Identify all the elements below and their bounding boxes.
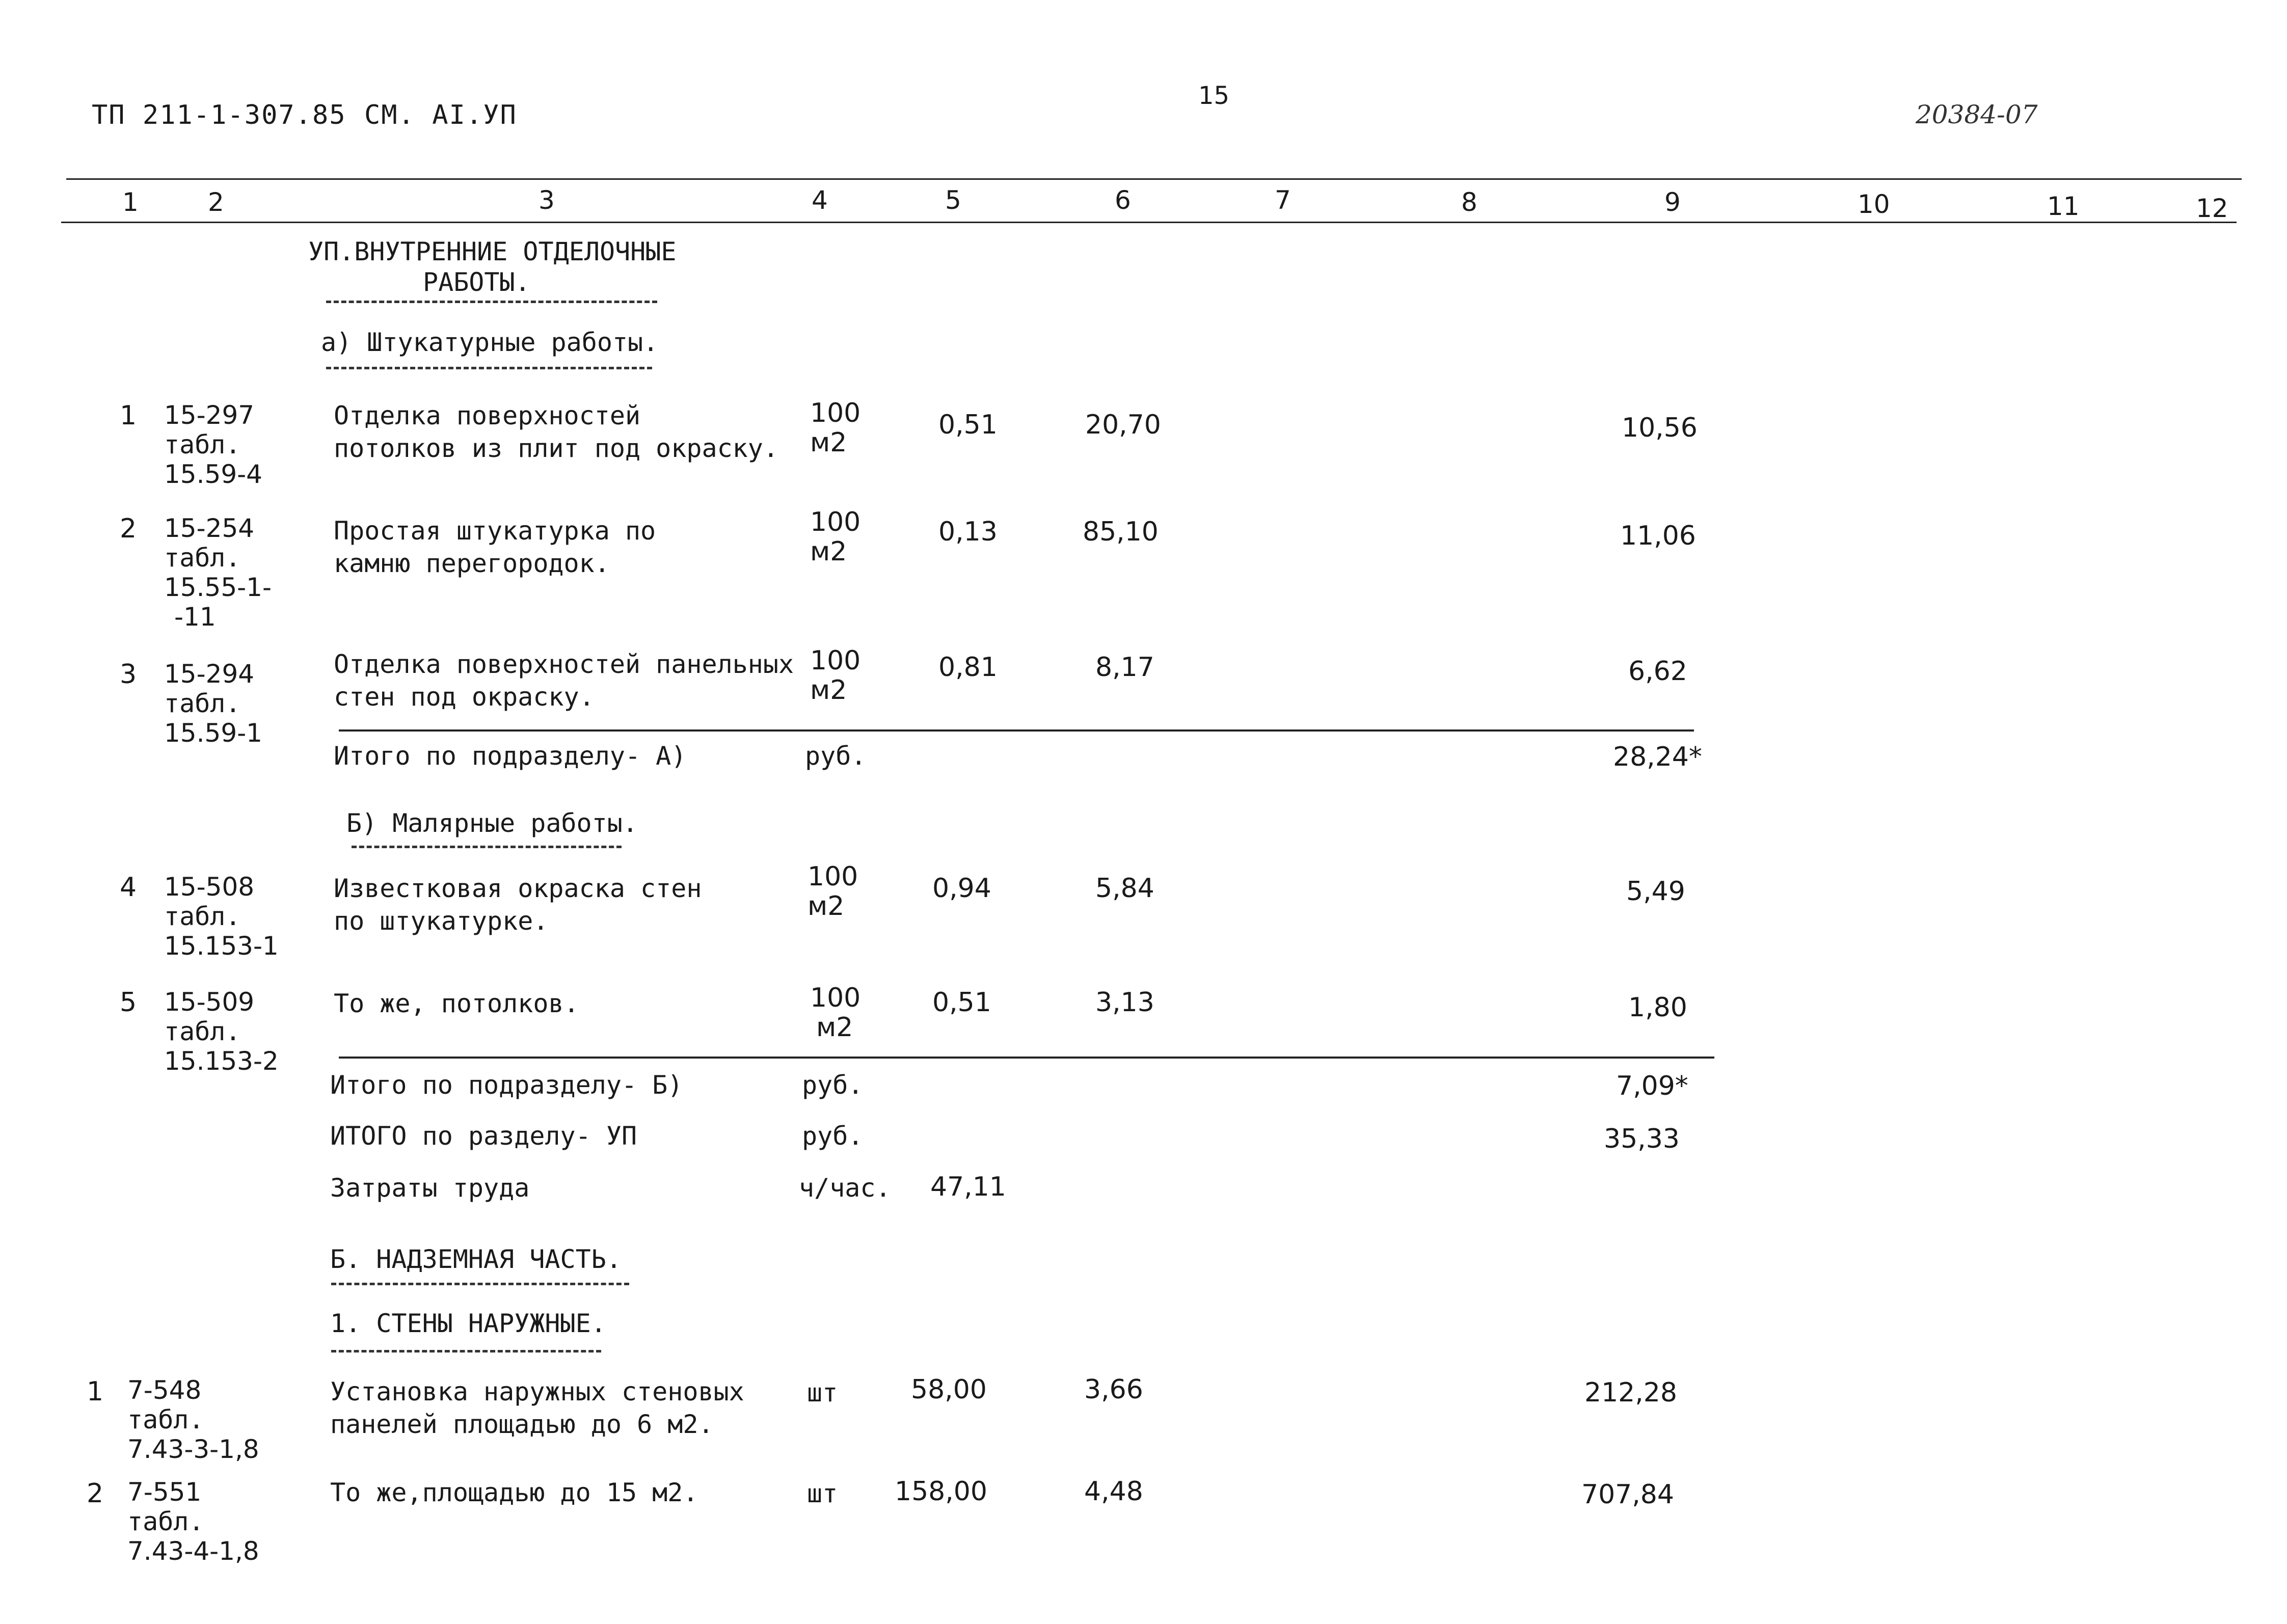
section-total: 35,33 [1604, 1124, 1680, 1154]
quantity: 0,81 [938, 652, 998, 683]
subsection-underline [352, 846, 622, 848]
column-number: 6 [1115, 185, 1131, 215]
column-number: 12 [2196, 194, 2228, 223]
norm-code: 7-548 табл. 7.43-3-1,8 [127, 1375, 259, 1464]
quantity: 0,94 [932, 873, 991, 904]
subtotal-total: 28,24* [1613, 742, 1702, 772]
norm-code: 15-294 табл. 15.59-1 [164, 659, 262, 748]
labor-label: Затраты труда [330, 1173, 530, 1203]
row-number: 1 [120, 400, 137, 431]
total: 6,62 [1628, 656, 1687, 687]
document-number: 20384-07 [1916, 100, 2038, 129]
section-total-unit: руб. [802, 1121, 864, 1151]
work-description: Известковая окраска стен по штукатурке. [334, 874, 702, 936]
unit-price: 8,17 [1095, 652, 1154, 683]
section-total-label: ИТОГО по разделу- УП [330, 1121, 637, 1151]
row-number: 2 [120, 513, 137, 544]
subtotal-rule [339, 1057, 1714, 1059]
column-number: 11 [2047, 192, 2080, 221]
total: 5,49 [1626, 876, 1685, 907]
unit-price: 5,84 [1095, 873, 1154, 904]
column-number: 2 [208, 187, 224, 217]
subtotal-total: 7,09* [1616, 1071, 1688, 1101]
norm-code: 15-254 табл. 15.55-1- -11 [164, 513, 272, 632]
subsection-title: Б) Малярные работы. [346, 808, 638, 838]
header-bottom-rule [61, 222, 2237, 223]
labor-unit: ч/час. [799, 1173, 891, 1203]
unit: 100 м2 [810, 983, 861, 1043]
norm-code: 15-508 табл. 15.153-1 [164, 872, 279, 961]
unit-price: 85,10 [1083, 517, 1159, 547]
unit: шт [807, 1479, 838, 1508]
row-number: 5 [120, 987, 137, 1018]
column-number: 4 [812, 185, 828, 215]
page-number: 15 [1198, 82, 1230, 110]
total: 11,06 [1620, 521, 1696, 551]
part-subtitle: 1. СТЕНЫ НАРУЖНЫЕ. [330, 1309, 606, 1338]
quantity: 158,00 [895, 1476, 987, 1507]
column-number: 5 [945, 185, 961, 215]
unit: 100 м2 [808, 861, 858, 922]
work-description: Отделка поверхностей потолков из плит под окраску. [334, 401, 778, 463]
subtotal-unit: руб. [805, 741, 867, 771]
album-reference: СМ. АI.УП [364, 100, 517, 130]
column-number: 3 [539, 185, 555, 215]
unit-price: 3,13 [1095, 987, 1154, 1018]
column-number: 10 [1858, 190, 1890, 219]
unit: 100 м2 [810, 645, 861, 706]
column-number: 8 [1461, 187, 1477, 217]
unit: 100 м2 [810, 507, 861, 567]
subtotal-rule [339, 729, 1694, 732]
unit: 100 м2 [810, 398, 861, 458]
work-description: Установка наружных стеновых панелей площадью до 6 м2. [330, 1377, 744, 1439]
work-description: Простая штукатурка по камню перегородок. [334, 516, 656, 578]
quantity: 0,51 [932, 987, 991, 1018]
column-number: 1 [122, 187, 139, 217]
norm-code: 15-297 табл. 15.59-4 [164, 400, 262, 489]
header-top-rule [66, 178, 2242, 180]
unit-price: 4,48 [1084, 1476, 1143, 1507]
part-sub-underline [331, 1350, 601, 1352]
norm-code: 15-509 табл. 15.153-2 [164, 987, 279, 1076]
norm-code: 7-551 табл. 7.43-4-1,8 [127, 1477, 259, 1566]
column-number: 9 [1664, 187, 1681, 217]
row-number: 4 [120, 872, 137, 903]
unit: шт [807, 1378, 838, 1408]
work-description: Отделка поверхностей панельных стен под окраску. [334, 649, 794, 712]
quantity: 58,00 [911, 1374, 987, 1405]
part-title: Б. НАДЗЕМНАЯ ЧАСТЬ. [330, 1244, 622, 1274]
subtotal-unit: руб. [802, 1070, 864, 1100]
unit-price: 20,70 [1085, 410, 1161, 440]
total: 707,84 [1581, 1479, 1674, 1510]
total: 212,28 [1584, 1377, 1677, 1408]
subtotal-label: Итого по подразделу- А) [334, 741, 687, 771]
subsection-underline [326, 367, 652, 369]
section-title-line: РАБОТЫ. [423, 267, 530, 297]
document-code: ТП 211-1-307.85 [92, 100, 346, 130]
row-number: 2 [87, 1478, 104, 1509]
row-number: 3 [120, 659, 137, 690]
row-number: 1 [87, 1376, 104, 1407]
section-title-line: УП.ВНУТРЕННИЕ ОТДЕЛОЧНЫЕ [308, 237, 677, 266]
unit-price: 3,66 [1084, 1374, 1143, 1405]
quantity: 0,13 [938, 517, 998, 547]
total: 10,56 [1622, 413, 1698, 443]
column-number: 7 [1275, 185, 1291, 215]
work-description: То же,площадью до 15 м2. [330, 1478, 698, 1507]
section-underline [326, 301, 657, 303]
subsection-title: а) Штукатурные работы. [321, 328, 659, 357]
part-underline [331, 1283, 629, 1285]
subtotal-label: Итого по подразделу- Б) [330, 1070, 683, 1100]
quantity: 0,51 [938, 410, 998, 440]
labor-quantity: 47,11 [930, 1172, 1006, 1202]
work-description: То же, потолков. [334, 989, 579, 1018]
total: 1,80 [1628, 992, 1687, 1023]
